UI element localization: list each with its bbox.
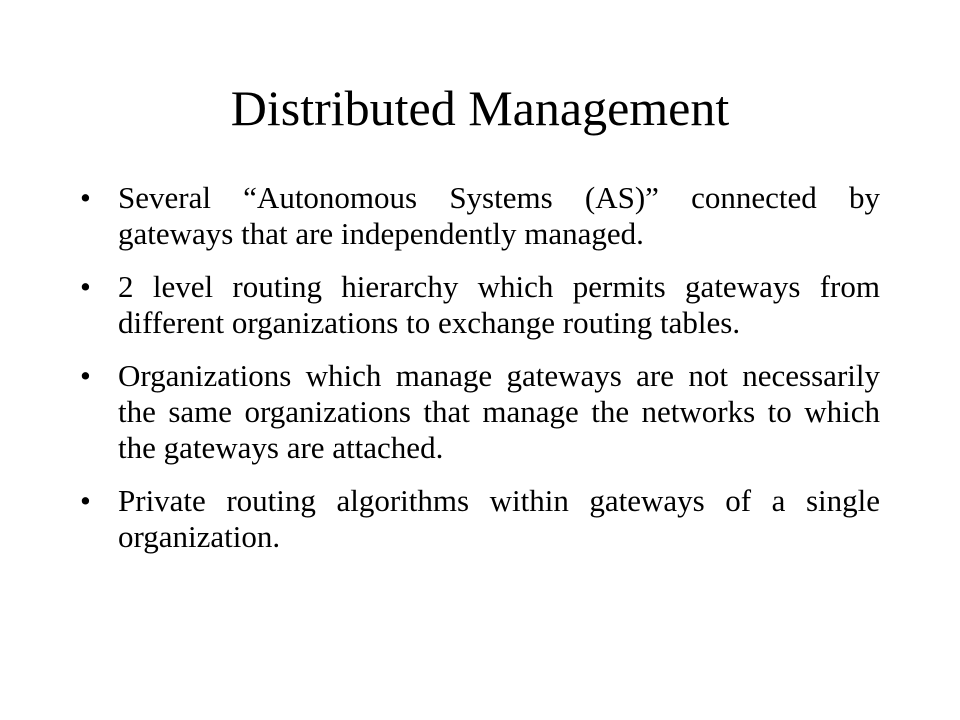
bullet-item xyxy=(80,180,880,252)
slide-title: Distributed Management xyxy=(230,80,730,136)
bullet-text: Several “Autonomous Systems (AS)” connected by gateways that are independently managed. xyxy=(118,180,880,251)
bullet-text: Organizations which manage gateways are not necessarily the same organizations that manage the networks to which the gateways are attached. xyxy=(118,358,880,465)
bullet-text: Private routing algorithms within gateways of a single organization. xyxy=(118,483,880,554)
bullet-icon: • xyxy=(80,483,91,518)
bullet-icon: • xyxy=(80,269,91,304)
bullet-item xyxy=(80,269,880,341)
bullet-list xyxy=(80,180,880,572)
bullet-item xyxy=(80,358,880,466)
bullet-icon: • xyxy=(80,180,91,215)
bullet-item xyxy=(80,483,880,555)
bullet-text: 2 level routing hierarchy which permits gateways from different organizations to exchange routing tables. xyxy=(118,269,880,340)
bullet-icon: • xyxy=(80,358,91,393)
